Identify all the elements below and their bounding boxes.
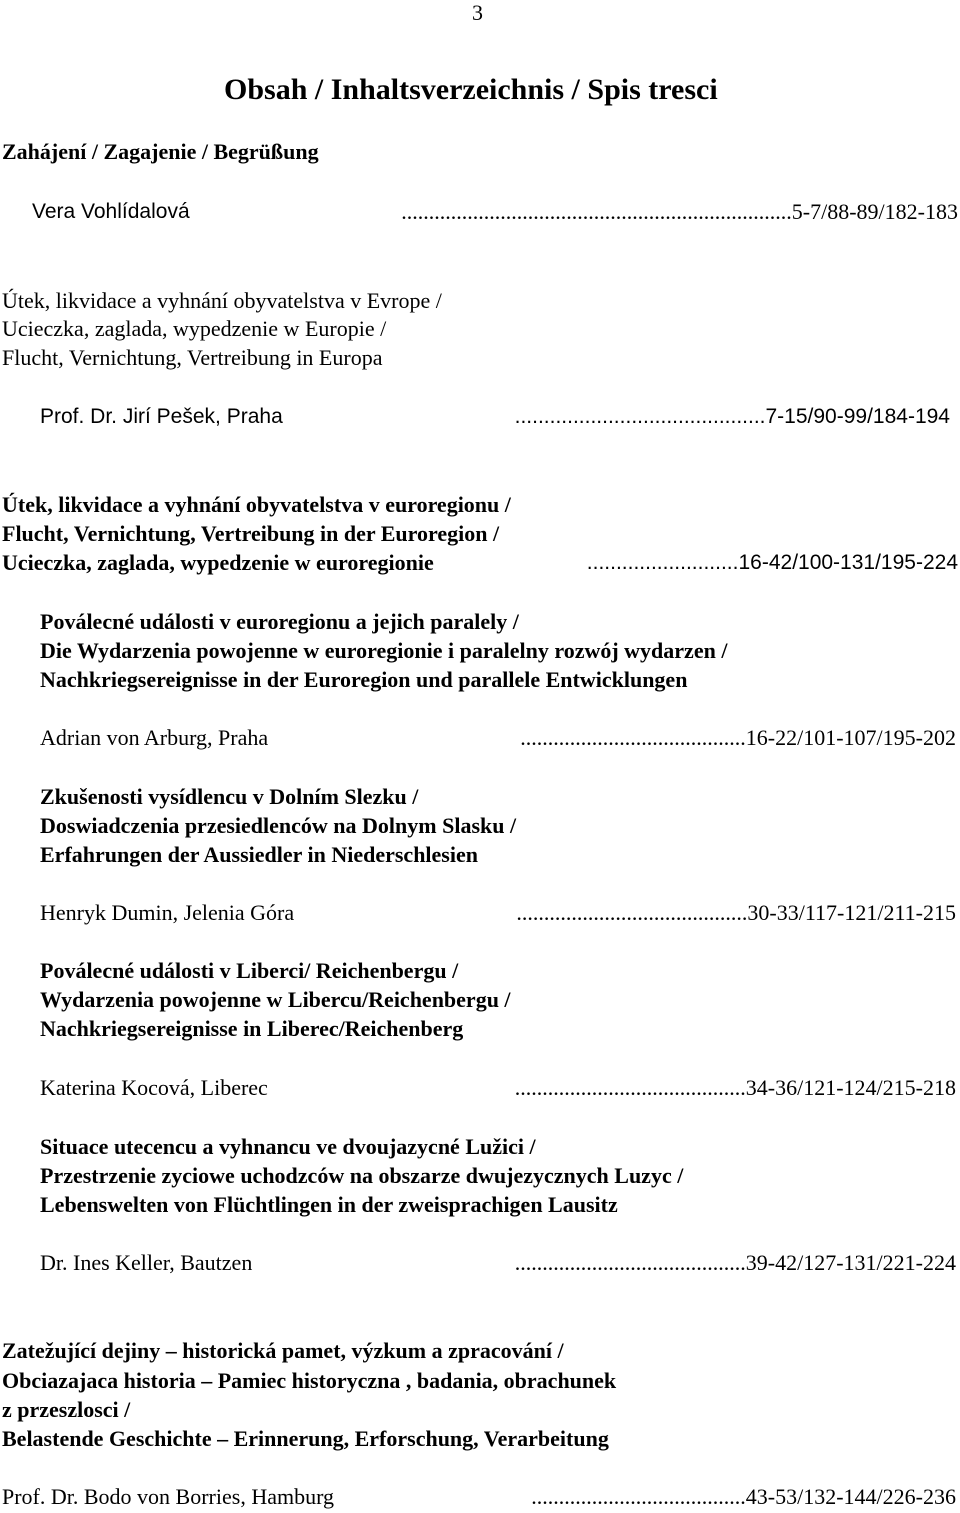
page-range: .......................................43-53/132-144/226-236 [531, 1484, 956, 1509]
section2-heading-line-3: Ucieczka, zaglada, wypedzenie w euroregionie [2, 550, 434, 575]
toc-entry-arburg [40, 725, 956, 751]
page-title: Obsah / Inhaltsverzeichnis / Spis tresci [224, 73, 718, 106]
toc-entry-keller [40, 1250, 956, 1276]
page-range: ..........................................34-36/121-124/215-218 [514, 1075, 956, 1100]
author-name: Katerina Kocová, Liberec [40, 1075, 268, 1100]
entry-title-line: Przestrzenie zyciowe uchodzców na obszarze dwujezycznych Luzyc / [40, 1163, 684, 1188]
section1-heading-line-3: Flucht, Vernichtung, Vertreibung in Europa [2, 345, 383, 370]
section3-heading-line-2: Obciazajaca historia – Pamiec historyczna , badania, obrachunek [2, 1368, 617, 1393]
page-range: .......................................................................5-7/88-89/182-183 [401, 199, 958, 224]
section3-heading-line-1: Zatežující dejiny – historická pamet, výzkum a zpracování / [2, 1338, 564, 1363]
entry-title-line: Erfahrungen der Aussiedler in Niederschlesien [40, 842, 478, 867]
toc-entry-kocova [40, 1075, 956, 1101]
section3-heading-line-4: Belastende Geschichte – Erinnerung, Erforschung, Verarbeitung [2, 1426, 609, 1451]
author-name: Henryk Dumin, Jelenia Góra [40, 900, 295, 925]
section2-heading-line-1: Útek, likvidace a vyhnání obyvatelstva v euroregionu / [2, 492, 511, 517]
entry-title-line: Lebenswelten von Flüchtlingen in der zweisprachigen Lausitz [40, 1192, 618, 1217]
section1-heading-line-1: Útek, likvidace a vyhnání obyvatelstva v Evrope / [2, 288, 442, 313]
page-number: 3 [472, 0, 483, 25]
entry-title-line: Poválecné události v euroregionu a jejich paralely / [40, 609, 519, 634]
toc-entry-section2 [2, 550, 958, 576]
entry-title-line: Situace utecencu a vyhnancu ve dvoujazycné Lužici / [40, 1134, 536, 1159]
entry-title-line: Zkušenosti vysídlencu v Dolním Slezku / [40, 784, 419, 809]
page-range: ..........................16-42/100-131/195-224 [586, 551, 958, 574]
page-range: .........................................16-22/101-107/195-202 [520, 725, 956, 750]
toc-entry-opening [32, 199, 958, 225]
toc-entry-dumin [40, 900, 956, 926]
author-name: Adrian von Arburg, Praha [40, 725, 269, 750]
author-name: Prof. Dr. Jirí Pešek, Praha [40, 405, 283, 428]
page-range: ...........................................7-15/90-99/184-194 [514, 405, 950, 428]
author-name: Prof. Dr. Bodo von Borries, Hamburg [2, 1484, 335, 1509]
section3-heading-line-3: z przeszlosci / [2, 1397, 131, 1422]
page-range: ..........................................39-42/127-131/221-224 [514, 1250, 956, 1275]
section2-heading-line-2: Flucht, Vernichtung, Vertreibung in der Euroregion / [2, 521, 500, 546]
entry-title-line: Die Wydarzenia powojenne w euroregionie i paralelny rozwój wydarzen / [40, 638, 728, 663]
opening-heading: Zahájení / Zagajenie / Begrüßung [2, 139, 319, 164]
entry-title-line: Nachkriegsereignisse in der Euroregion und parallele Entwicklungen [40, 667, 688, 692]
page-range: ..........................................30-33/117-121/211-215 [516, 900, 956, 925]
section1-heading-line-2: Ucieczka, zaglada, wypedzenie w Europie / [2, 316, 387, 341]
toc-entry-pesek [40, 404, 950, 430]
author-name: Dr. Ines Keller, Bautzen [40, 1250, 253, 1275]
author-name: Vera Vohlídalová [32, 200, 190, 223]
entry-title-line: Poválecné události v Liberci/ Reichenbergu / [40, 958, 459, 983]
toc-entry-borries [2, 1484, 956, 1510]
entry-title-line: Doswiadczenia przesiedlenców na Dolnym Slasku / [40, 813, 517, 838]
entry-title-line: Nachkriegsereignisse in Liberec/Reichenberg [40, 1016, 464, 1041]
entry-title-line: Wydarzenia powojenne w Libercu/Reichenbergu / [40, 987, 511, 1012]
